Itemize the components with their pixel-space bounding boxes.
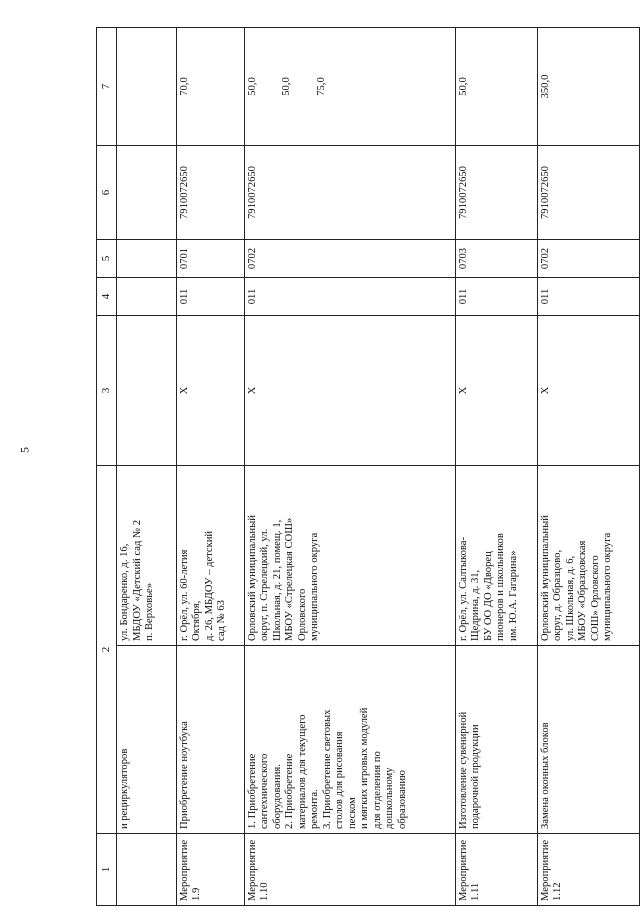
measure-address: ул. Бондаренко, д. 16, МБДОУ «Детский сад № 2 п. Верховье» xyxy=(117,466,176,646)
measure-address: г. Орёл, ул. 60-летия Октября, д. 26, МБДОУ – детский сад № 63 xyxy=(176,466,244,646)
col5-value xyxy=(117,240,176,278)
col3-value xyxy=(117,316,176,466)
col7-value: 350,0 xyxy=(537,28,639,146)
col5-value: 0701 xyxy=(176,240,244,278)
measure-name: Замена оконных блоков xyxy=(537,646,639,834)
col6-value: 7910072650 xyxy=(176,146,244,240)
page-number: 5 xyxy=(17,447,32,453)
measure-address: Орловский муниципальный округ, д. Образцово, ул. Школьная, д. 6, МБОУ «Образцовская СОШ» Орловского муниципального округа xyxy=(537,466,639,646)
header-col-5: 5 xyxy=(97,240,117,278)
col4-value: 011 xyxy=(176,278,244,316)
col4-value xyxy=(117,278,176,316)
col3-value: Х xyxy=(537,316,639,466)
col3-value: Х xyxy=(176,316,244,466)
col6-value: 7910072650 xyxy=(537,146,639,240)
table-row xyxy=(455,28,537,906)
col4-value: 011 xyxy=(455,278,537,316)
table-row xyxy=(117,28,176,906)
col4-value: 011 xyxy=(244,278,455,316)
col6-value xyxy=(117,146,176,240)
col7-value-item-3: 75,0 xyxy=(315,77,327,96)
col7-value-item-2: 50,0 xyxy=(281,77,293,96)
col3-value: Х xyxy=(244,316,455,466)
header-col-3: 3 xyxy=(97,316,117,466)
measure-id: Мероприятие 1.9 xyxy=(176,834,244,906)
header-col-7: 7 xyxy=(97,28,117,146)
measure-id: Мероприятие 1.11 xyxy=(455,834,537,906)
header-col-2: 2 xyxy=(97,466,117,834)
measure-id: Мероприятие 1.10 xyxy=(244,834,455,906)
measure-name: 1. Приобретение сантехнического оборудования. 2. Приобретение материалов для текущего ремонта. 3. Приобретение световых столов для рисования песком и мягких игровых модулей для отделения по дошкольному образованию xyxy=(244,646,455,834)
header-col-4: 4 xyxy=(97,278,117,316)
header-col-1: 1 xyxy=(97,834,117,906)
measures-table xyxy=(96,27,640,906)
measure-name: Приобретение ноутбука xyxy=(176,646,244,834)
table-row xyxy=(176,28,244,906)
col4-value: 011 xyxy=(537,278,639,316)
col6-value: 7910072650 xyxy=(455,146,537,240)
col7-value: 70,0 xyxy=(176,28,244,146)
col5-value: 0703 xyxy=(455,240,537,278)
col7-values xyxy=(244,28,455,146)
rotated-table-wrapper xyxy=(96,28,640,906)
header-row xyxy=(97,28,117,906)
col7-value xyxy=(117,28,176,146)
col3-value: Х xyxy=(455,316,537,466)
measure-id: Мероприятие 1.12 xyxy=(537,834,639,906)
col5-value: 0702 xyxy=(244,240,455,278)
measure-id xyxy=(117,834,176,906)
measure-address: г. Орёл, ул. Салтыкова- Щедрина, д. 31, БУ ОО ДО «Дворец пионеров и школьников им. Ю.А. Гагарина» xyxy=(455,466,537,646)
table-row xyxy=(244,28,455,906)
col7-value-item-1: 50,0 xyxy=(246,77,258,96)
header-col-6: 6 xyxy=(97,146,117,240)
measure-name: и рециркуляторов xyxy=(117,646,176,834)
measure-address: Орловский муниципальный округ, п. Стрелецкий, ул. Школьная, д. 21, помещ. 1, МБОУ «Стрелецкая СОШ» Орловского муниципального округа xyxy=(244,466,455,646)
col7-value: 50,0 xyxy=(455,28,537,146)
col6-value: 7910072650 xyxy=(244,146,455,240)
measure-name: Изготовление сувенирной подарочной продукции xyxy=(455,646,537,834)
table-row xyxy=(537,28,639,906)
col5-value: 0702 xyxy=(537,240,639,278)
